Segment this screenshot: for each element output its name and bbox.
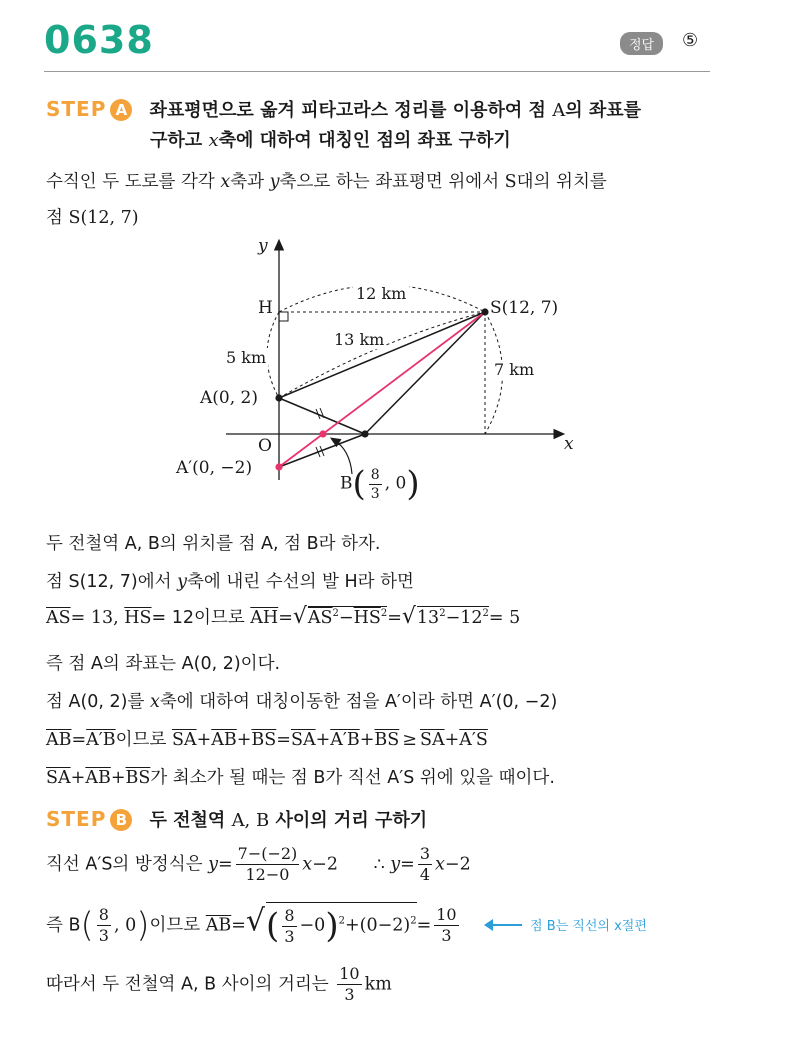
intro-line-2: 점 S(12, 7) <box>46 208 139 228</box>
point-A <box>275 394 282 401</box>
label-B: B( $\frac{8}{3}$ , 0) <box>340 464 420 504</box>
body-line-5: 점 A(0, 2)를 x축에 대하여 대칭이동한 점을 A′이라 하면 A′(0, −2) <box>46 692 558 712</box>
label-O: O <box>258 436 272 456</box>
label-Ap: A′(0, −2) <box>176 458 253 478</box>
step-b-letter: B <box>110 809 132 831</box>
step-a-title-line2: 구하고 x축에 대하여 대칭인 점의 좌표 구하기 <box>150 130 511 151</box>
body-line-4: 즉 점 A의 좌표는 A(0, 2)이다. <box>46 654 281 674</box>
step-a-letter: A <box>110 99 132 121</box>
point-intersection <box>319 430 326 437</box>
problem-number: 0638 <box>44 18 154 62</box>
body-line-6: $\overline{AB}=A'B$이므로 $\overline{SA}+\overline{AB}+\overline{BS}=\overline{SA}+A'B+\overline{BS} \ge \overline{SA}+A'S$ <box>46 730 488 750</box>
label-5km: 5 km <box>226 348 267 367</box>
body-line-1: 두 전철역 A, B의 위치를 점 A, 점 B라 하자. <box>46 534 381 554</box>
label-x-axis: x <box>564 434 574 454</box>
body-line-2: 점 S(12, 7)에서 y축에 내린 수선의 발 H라 하면 <box>46 572 414 592</box>
step-a-title-line1: 좌표평면으로 옮겨 피타고라스 정리를 이용하여 점 A의 좌표를 <box>149 100 642 121</box>
intro-line-1: 수직인 두 도로를 각각 x축과 y축으로 하는 좌표평면 위에서 S대의 위치를 <box>46 172 607 192</box>
label-S: S(12, 7) <box>490 298 559 318</box>
answer-badge: 정답 <box>620 32 663 55</box>
label-A: A(0, 2) <box>200 388 258 408</box>
label-7km: 7 km <box>494 360 535 379</box>
segment-AS <box>279 312 485 398</box>
equation-line-2: 즉 B( $\frac{8}{3}$ , 0)이므로 $\overline{AB}=√$( $\frac{8}{3}$ $-0)^2+(0-2)^2=$ $\frac{10}{3}$ <box>46 903 457 946</box>
body-line-7: $\overline{SA}+\overline{AB}+\overline{BS}$가 최소가 될 때는 점 B가 직선 A′S 위에 있을 때이다. <box>46 768 555 788</box>
point-Ap <box>275 463 282 470</box>
note-arrow <box>488 924 522 926</box>
note-arrow-head <box>484 919 493 931</box>
step-b-tag: STEP <box>46 807 107 831</box>
step-b-title: 두 전철역 A, B 사이의 거리 구하기 <box>149 810 428 831</box>
label-13km: 13 km <box>334 330 385 349</box>
step-a-tag: STEP <box>46 97 107 121</box>
point-S <box>481 308 488 315</box>
label-H: H <box>258 298 273 318</box>
equation-line-1: 직선 A′S의 방정식은 y= $\frac{7-(-2)}{12-0}$ x−2 ∴ y= $\frac{3}{4}$ x−2 <box>46 844 471 884</box>
label-12km: 12 km <box>353 284 409 303</box>
note-text: 점 B는 직선의 x절편 <box>530 919 647 934</box>
point-B <box>361 430 368 437</box>
arc-5km <box>267 312 279 398</box>
segment-AB <box>279 398 365 434</box>
body-line-3: $\overline{AS}= 13$, $\overline{HS}= 12$이므로 $\overline{AH}=√AS^2-\overline{HS}^2=√13^2-12^2= 5$ <box>46 604 521 629</box>
final-line: 따라서 두 전철역 A, B 사이의 거리는 $\frac{10}{3}$ km <box>46 964 392 1004</box>
step-b-heading <box>46 806 427 832</box>
answer-value: ⑤ <box>682 30 699 51</box>
label-y-axis: y <box>258 236 268 256</box>
right-angle-mark <box>279 312 288 321</box>
